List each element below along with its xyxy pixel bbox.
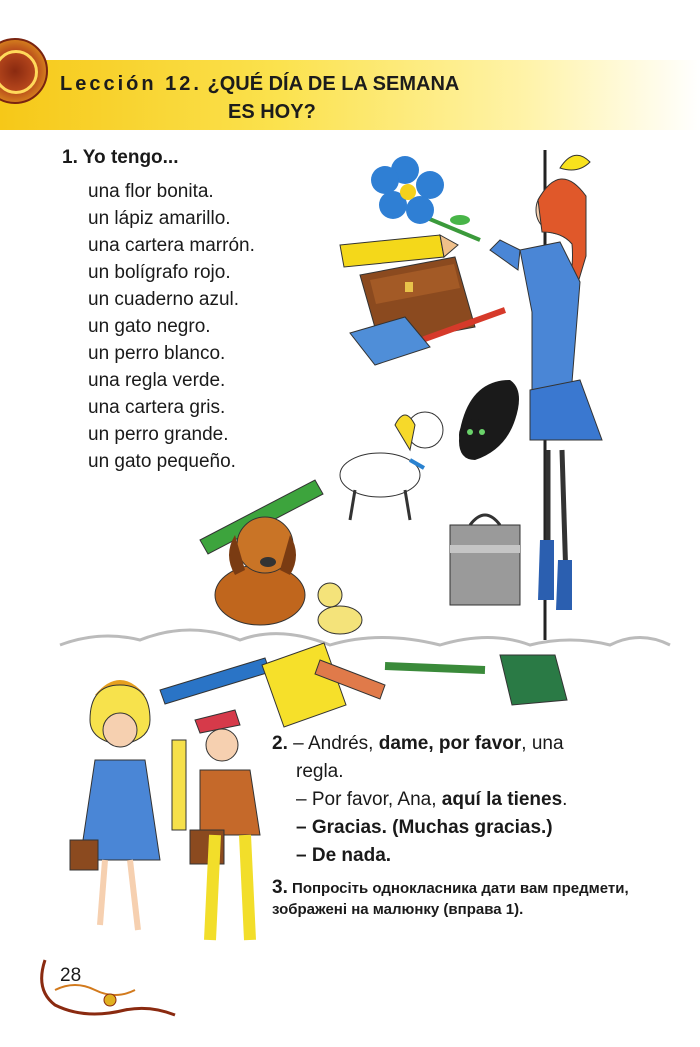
page-number: 28 (60, 965, 82, 986)
list-item: una cartera gris. (88, 397, 226, 418)
list-item: un gato pequeño. (88, 451, 236, 472)
flower-illustration (371, 156, 480, 240)
list-item: un bolígrafo rojo. (88, 262, 231, 283)
exercise2-dialog (272, 730, 652, 870)
dialog-dash: – (296, 845, 307, 866)
green-book-illustration (500, 655, 567, 705)
yellow-notebook-illustration (262, 643, 346, 727)
list-item: un lápiz amarillo. (88, 208, 231, 229)
exercise1-number: 1. (62, 147, 78, 168)
exercise2-number: 2. (272, 733, 288, 754)
boy-illustration (172, 710, 260, 940)
vocabulary-list (88, 178, 255, 475)
list-item: un perro grande. (88, 424, 229, 445)
exercise3-text: Попросіть однокласника дати вам предмети, зображені на малюнку (вправа 1). (272, 880, 629, 918)
exercise3-number: 3. (272, 877, 288, 898)
list-item: una flor bonita. (88, 181, 214, 202)
dialog-bold: Gracias. (Muchas gracias.) (311, 817, 553, 838)
list-item: una cartera marrón. (88, 235, 255, 256)
blue-pencil-illustration (160, 658, 270, 704)
dialog-bold: aquí la tienes (441, 789, 563, 810)
exercise1-title: Yo tengo... (82, 147, 179, 168)
dialog-text: Andrés, (307, 733, 374, 754)
exercise3 (272, 877, 647, 920)
dialog-bold: dame, por favor (378, 733, 522, 754)
title-line1: ¿QUÉ DÍA DE LA SEMANA (207, 73, 460, 95)
white-dog-illustration (340, 412, 443, 520)
lesson-prefix: Lección 12. (60, 73, 202, 95)
list-item: un perro blanco. (88, 343, 226, 364)
dialog-dash: – (293, 733, 304, 754)
yellow-cat-illustration (318, 583, 362, 634)
dialog-dash: – (296, 817, 307, 838)
black-cat-illustration (459, 380, 519, 460)
exercise1-heading (62, 147, 179, 169)
dialog-text: Por favor, Ana, (311, 789, 437, 810)
list-item: una regla verde. (88, 370, 226, 391)
grey-briefcase-illustration (450, 515, 520, 605)
girl-illustration (70, 680, 160, 930)
dialog-bold: De nada. (311, 845, 392, 866)
dialog-text: . (562, 789, 568, 810)
list-item: un cuaderno azul. (88, 289, 240, 310)
dialog-dash: – (296, 789, 307, 810)
green-pen-illustration (385, 666, 485, 670)
dialog-line-cont: regla. (296, 761, 344, 782)
dialog-text: , una (521, 733, 564, 754)
title-line2: ES HOY? (228, 101, 316, 123)
list-item: un gato negro. (88, 316, 211, 337)
